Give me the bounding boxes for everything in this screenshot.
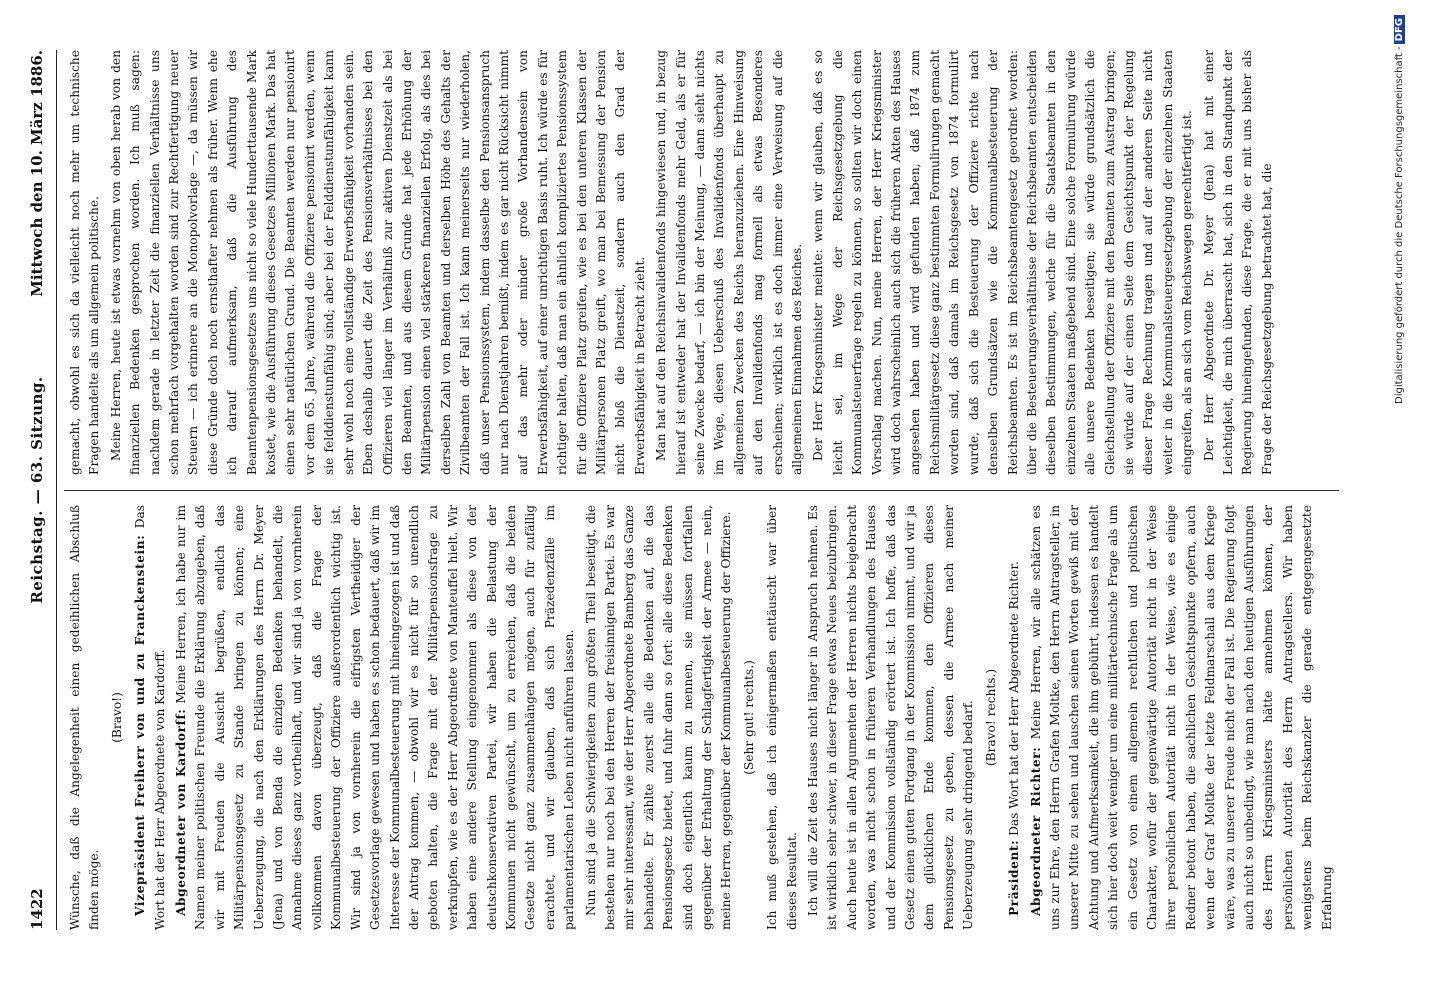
text-paragraph <box>1200 50 1278 475</box>
paragraph-text: Nun sind ja die Schwierigkeiten zum größten Theil beseitigt, die bestehen nur noch bei den Herren der freisinnigen Partei. Es war mir sehr interessant, wie der Herr Abgeordnete Bamberg das Ganze behandelte. Er zählte zuerst alle die Bedenken auf, die das Pensionsgesetz bietet, und fuhr dann so fort: alle diese Bedenken sind doch eigentlich kaum zu nennen, sie müssen fortfallen gegenüber der Erhaltung der Schlagfertigkeit der Armee — nein, meine Herren, gegenüber der Kommunalbesteuerung der Offiziere. <box>583 505 734 930</box>
paragraph-text: Ich will die Zeit des Hauses nicht länger in Anspruch nehmen. Es ist wirklich sehr schwer, in dieser Frage etwas Neues beizubringen. Auch heute ist in allen Argumenten der Herren nichts beigebracht worden, was nicht schon in früheren Verhandlungen des Hauses und der Kommission vollständig erörtert ist. Ich hoffe, daß das Gesetz einen guten Fortgang in der Kommission nimmt, und wir ja dem glücklichen Ende kommen, den Offizieren dieses Pensionsgesetz zu geben, dessen die Armee nach meiner Ueberzeugung sehr dringend bedarf. <box>806 505 976 930</box>
paragraph-text: Der Herr Kriegsminister meinte: wenn wir glauben, daß es so leicht sei, im Wege der Reichsgesetzgebung die Kommunalsteuerfrage regeln zu können, so sollten wir doch einen Vorschlag machen. Nun, meine Herren, der Herr Kriegsminister wird doch wahrscheinlich auch sich die früheren Akten des Hauses angesehen haben und wird gefunden haben, daß 1874 zum Reichsmilitärgesetz diese ganz bestimmten Formulirungen gemacht worden sind, daß damals im Reichsgesetz von 1874 formulirt wurde, daß sich die Besteuerung der Offiziere richte nach denselben Grundsätzen wie die Kommunalbesteuerung der Reichsbeamten. Es ist im Reichsbeamtengesetz geordnet worden: über die Besteuerungsverhältnisse der Reichsbeamten entscheiden dieselben Bestimmungen, welche für die Staatsbeamten in den einzelnen Staaten maßgebend sind. Eine solche Formulirung würde alle unsere Bedenken beseitigen; sie würde grundsätzlich die Gleichstellung der Offiziere mit den Beamten zum Austrag bringen; sie würde auf der einen Seite dem Gesichtspunkt der Regelung dieser Frage Rechnung tragen und auf der anderen Seite nicht weiter in die Kommunalsteuergesetzgebung der einzelnen Staaten eingreifen, als an sich vom Reichswegen gerechtfertigt ist. <box>811 50 1195 475</box>
stamp-text: Digitalisierung gefördert durch die Deutsche Forschungsgemeinschaft - <box>1394 46 1405 404</box>
paragraph-text: Meine Herren, heute ist etwas vornehm von oben herab von den finanziellen Bedenken gesprochen worden. Ich muß sagen: nachdem gerade in letzter Zeit die finanziellen Verhältnisse uns schon mehrfach vorgehalten worden sind zur Rechtfertigung neuer Steuern — ich erinnere an die Monopolvorlage —, da müssen wir diese Gründe doch noch ernsthafter nehmen als früher. Wenn ehe ich darauf aufmerksam, daß die Ausführung des Beamtenpensionsgesetzes uns nicht so viele Hunderttausende Mark kostet, wie die Ausführung dieses Gesetzes Millionen Mark. Das hat einen sehr natürlichen Grund. Die Beamten werden nur pensionirt vor dem 65. Jahre, während die Offiziere pensionirt werden, wenn sie felddienstunfähig sind; aber bei der Felddienstunfähigkeit kann sehr wohl noch eine vollständige Erwerbsfähigkeit vorhanden sein. Eben deshalb dauert die Zeit des Pensionsverhältnisses bei den Offizieren viel länger im Verhältniß zur aktiven Dienstzeit als bei den Beamten, und aus diesem Grunde hat jede Erhöhung der Militärpension einen viel stärkeren finanziellen Erfolg, als dies bei derselben Zahl von Beamten und derselben Höhe des Gehalts der Zivilbeamten der Fall ist. Ich kann meinerseits nur wiederholen, daß unser Pensionssystem, indem dasselbe den Pensionsanspruch nur nach Dienstjahren bemißt, indem es gar nicht Rücksicht nimmt auf das mehr oder minder große Vorhandensein von Erwerbsfähigkeit, auf einer unrichtigen Basis ruht. Ich würde es für richtiger halten, daß man ein ähnlich kompliziertes Pensionssystem für die Offiziere Platz greifen, wie es bei den unteren Klassen der Militärpersonen Platz greift, wo man bei Bemessung der Pension nicht bloß die Dienstzeit, sondern auch den Grad der Erwerbsfähigkeit in Betracht zieht. <box>108 50 647 475</box>
paragraph-text: (Bravo!) <box>109 692 124 743</box>
page-header <box>28 50 54 930</box>
interjection <box>982 505 1001 930</box>
session-date: Mittwoch den 10. März 1886. <box>28 50 46 297</box>
text-paragraph <box>809 50 1197 475</box>
paragraph-text: Das Wort hat der Herr Abgeordnete von Kardorff. <box>133 505 167 930</box>
paragraph-text: gemacht, obwohl es sich da vielleicht noch mehr um technische Fragen handelte als um allgemein politische. <box>68 50 102 475</box>
column-divider <box>64 490 1339 491</box>
running-title: Reichstag. — 63. Sitzung. <box>28 376 46 604</box>
text-paragraph <box>107 50 650 475</box>
speaker-name: Vizepräsident Freiherr von und zu Franckenstein: <box>133 534 148 916</box>
paragraph-text: Das Wort hat der Herr Abgeordnete Richter. <box>1007 561 1022 836</box>
paragraph-text: Meine Herren, ich habe nur im Namen meiner politischen Freunde die Erklärung abzugeben, daß wir mit Freuden die Aussicht begrüßen, endlich das Militärpensionsgesetz zu Stande bringen zu können; eine Ueberzeugung, die nach den Erklärungen des Herrn Dr. Meyer (Jena) und von Benda die einzigen Bedenken behandelt, die Annahme dieses ganz vortheilhaft, und wir sind ja von vornherein vollkommen davon überzeugt, daß die Frage der Kommunalbesteuerung der Offiziere außerordentlich wichtig ist. Wir sind ja von vornherein die eifrigsten Vertheidiger der Gesetzesvorlage gewesen und haben es schon bedauert, daß wir im Interesse der Kommunalbesteuerung mit hineingezogen ist und daß der Antrag kommen, — obwohl wir es nicht für so unendlich geboten halten, die Frage mit der Militärpensionsfrage zu verknüpfen, wie es der Herr Abgeordnete von Manteuffel hielt. Wir haben eine andere Stellung eingenommen als diese von der deutschkonservativen Partei, wir haben die Belastung der Kommunen nicht gewünscht, um zu erreichen, daß die beiden Gesetze nicht ganz zusammenhängen mögen, auch für zufällig erachtet, und wir glauben, daß sich Präzedenzfälle im parlamentarischen Leben nicht anführen lassen. <box>174 505 577 930</box>
interjection <box>108 505 127 930</box>
text-paragraph <box>763 505 802 930</box>
text-paragraph <box>804 505 979 930</box>
right-column <box>66 50 1336 475</box>
paragraph-text: Meine Herren, wir alle schätzen es uns zur Ehre, den Herrn Grafen Moltke, den Herrn Antragsteller, in unserer Mitte zu sehen und lauschen seinen Worten gewiß mit der Achtung und Aufmerksamkeit, die ihm gebührt, indessen es handelt sich hier doch weit weniger um eine militärtechnische Frage als um ein Gesetz von einem allgemein rechtlichen und politischen Charakter, wofür der gegenwärtige Autorität nicht in der Weise ihrer persönlichen Autorität nicht in der Weise, wie es einige Redner betont haben, die sachlichen Gesichtspunkte opfern, auch wenn der Graf Moltke der letzte Feldmarschall aus dem Kriege wäre, was zu unserer Freude nicht der Fall ist. Die Regierung folgt auch nicht so unbedingt, wie man nach den heutigen Ausführungen des Herrn Kriegsministers hätte annehmen können, der persönlichen Autorität des Herrn Antragstellers. Wir haben wenigstens beim Reichskanzler die gerade entgegengesetzte Erfahrung <box>1028 505 1334 930</box>
speaker-name: Präsident: <box>1007 839 1022 916</box>
text-paragraph <box>582 505 737 930</box>
page-number: 1422 <box>28 888 46 930</box>
paragraph-text: Wünsche, daß die Angelegenheit einen gedeihlichen Abschluß finden möge. <box>68 505 102 930</box>
speech-paragraph <box>1027 505 1337 930</box>
speech-paragraph <box>172 505 580 930</box>
speaker-name: Abgeordneter Richter: <box>1028 746 1043 916</box>
text-paragraph <box>652 50 807 475</box>
dfg-badge: DFG <box>1394 15 1405 44</box>
paragraph-text: Man hat auf den Reichsinvalidenfonds hingewiesen und, in bezug hierauf ist entweder hat der Invalidenfonds mehr Geld, als er für seine Zwecke bedarf, — ich bin der Meinung, — dann sieht nichts im Wege, diesen Ueberschuß des Invalidenfonds überhaupt zu allgemeinen Zwecken des Reichs heranzuziehen. Eine Hinweisung auf den Invalidenfonds mag formell als etwas Besonderes erscheinen; wirklich ist es doch immer eine Verweisung auf die allgemeinen Einnahmen des Reiches. <box>654 50 805 475</box>
speech-paragraph <box>1005 505 1024 930</box>
speech-paragraph <box>131 505 170 930</box>
paragraph-text: (Sehr gut! rechts.) <box>741 660 756 775</box>
speaker-name: Abgeordneter von Kardorff: <box>174 708 189 916</box>
paragraph-text: Der Herr Abgeordnete Dr. Meyer (Jena) hat mit einer Leichtigkeit, die mich überrascht hat, sich in den Standpunkt der Regierung hineingefunden, diese Frage, die er mit uns bisher als Frage der Reichsgesetzgebung betrachtet hat, die <box>1201 50 1274 475</box>
header-rule <box>56 50 57 930</box>
interjection <box>740 505 759 930</box>
digitization-stamp <box>1394 15 1410 495</box>
left-column <box>66 505 1336 930</box>
text-paragraph <box>66 505 105 930</box>
text-paragraph <box>66 50 105 475</box>
paragraph-text: Ich muß gestehen, daß ich einigermaßen enttäuscht war über dieses Resultat. <box>765 505 799 930</box>
paragraph-text: (Bravo! rechts.) <box>983 668 998 767</box>
